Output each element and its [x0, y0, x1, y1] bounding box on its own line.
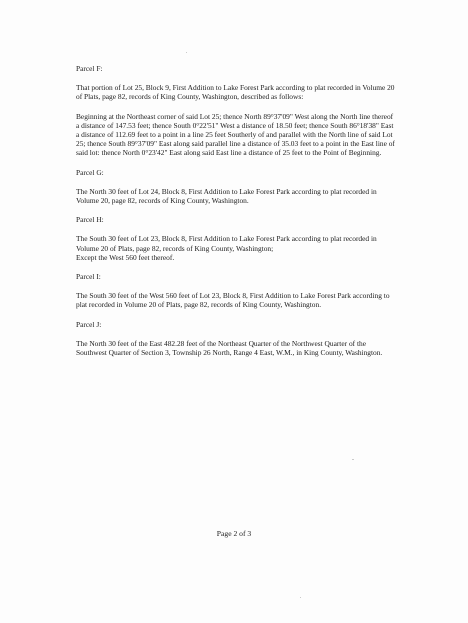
parcel-f-description: That portion of Lot 25, Block 9, First Addition to Lake Forest Park according to plat recorded in Volume 20 of Plats, page 82, records of King County, Washington, described as follows:	[76, 83, 395, 102]
scan-speck	[300, 597, 301, 598]
parcel-h-section	[76, 215, 396, 262]
parcel-g-description: The North 30 feet of Lot 24, Block 8, First Addition to Lake Forest Park according to plat recorded in Volume 20, page 82, records of King County, Washington.	[76, 186, 377, 206]
parcel-i-section	[76, 272, 396, 310]
parcel-g-heading: Parcel G:	[76, 167, 104, 177]
parcel-h-description: The South 30 feet of Lot 23, Block 8, First Addition to Lake Forest Park according to plat recorded in Volume 20 of Plats, page 82, records of King County, Washington; Except the West 560 feet thereof.	[76, 234, 377, 262]
parcel-g-section	[76, 168, 396, 206]
parcel-j-description: The North 30 feet of the East 482.28 feet of the Northeast Quarter of the Northwest Quarter of the Southwest Quarter of Section 3, Township 26 North, Range 4 East, W.M., in King County, Washington.	[76, 338, 383, 358]
document-body	[76, 64, 396, 367]
parcel-h-heading: Parcel H:	[76, 215, 104, 225]
scan-speck	[352, 459, 354, 460]
parcel-i-description: The South 30 feet of the West 560 feet of Lot 23, Block 8, First Addition to Lake Forest Park according to plat recorded in Volume 20 of Plats, page 82, records of King County, Washington.	[76, 291, 390, 310]
parcel-j-heading: Parcel J:	[76, 319, 102, 329]
parcel-i-heading: Parcel I:	[76, 272, 101, 282]
parcel-f-heading: Parcel F:	[76, 64, 103, 73]
parcel-j-section	[76, 320, 396, 358]
scan-speck	[186, 52, 187, 53]
parcel-f-section	[76, 64, 396, 158]
page-number-footer: Page 2 of 3	[216, 529, 252, 538]
parcel-f-legal-description: Beginning at the Northeast corner of said Lot 25; thence North 89°37'09" West along the North line thereof a distance of 147.53 feet; thence South 0°22'51" West a distance of 18.50 feet; thence South 86°18'38" East a distance of 112.69 feet to a point in a line 25 feet Southerly of and parallel with the North line of said Lot 25; thence South 89°37'09" East along said parallel line a distance of 35.03 feet to a point in the East line of said lot: thence North 0°23'42" East along said East line a distance of 25 feet to the Point of Beginning.	[76, 111, 395, 158]
